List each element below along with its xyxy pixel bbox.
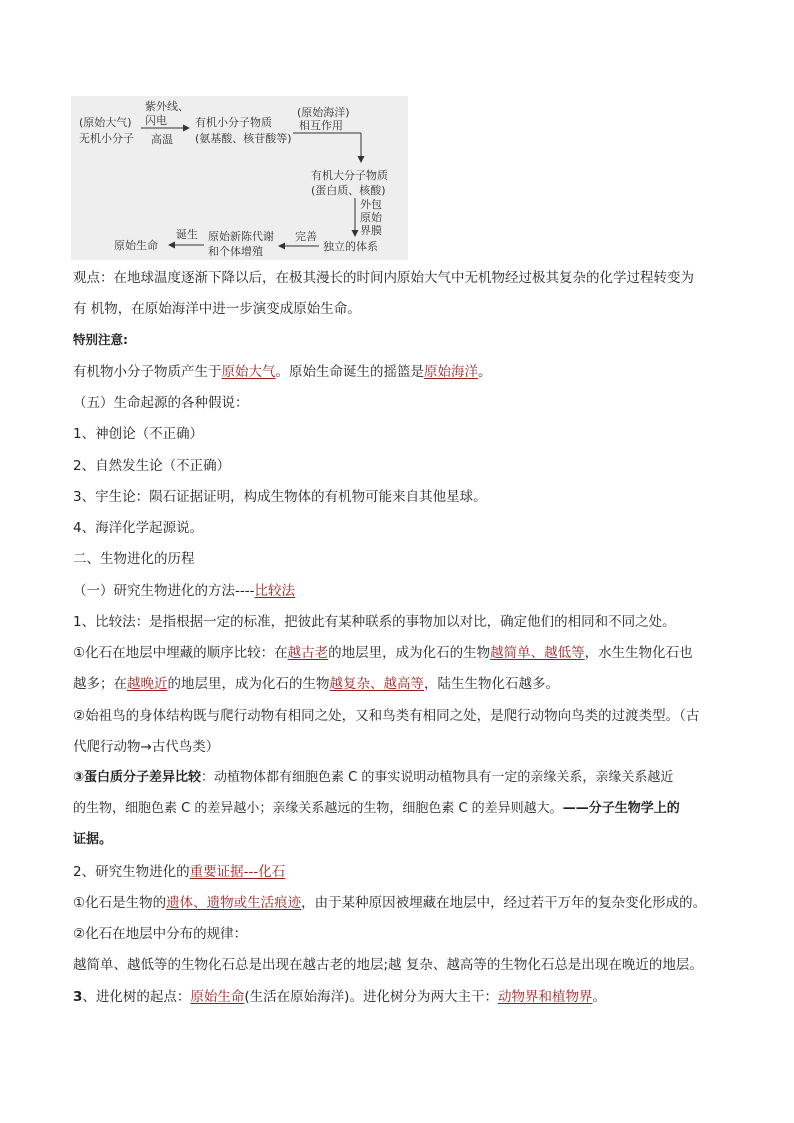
condition-wrap: 外包: [360, 198, 382, 211]
hypothesis-3: 3、宇生论：陨石证据证明，构成生物体的有机物可能来自其他星球。: [73, 489, 487, 505]
fossil-evidence-heading: [73, 862, 285, 882]
fossil-order-text-6: ，陆生生物化石越多。: [424, 676, 559, 692]
tree-text-1: 、进化树的起点：: [82, 989, 191, 1005]
origin-of-life-diagram: [71, 96, 408, 260]
condition-perfect: 完善: [295, 230, 317, 243]
fossil-order-text-3: ，水生生物化石也: [584, 645, 693, 661]
special-note-heading: 特别注意:: [73, 332, 128, 347]
highlight-kingdoms: 动物界和植物界: [497, 989, 593, 1005]
condition-lightning: 闪电: [145, 114, 167, 127]
hypothesis-1: 1、神创论（不正确）: [73, 426, 204, 442]
fossil-distribution-heading: ②化石在地层中分布的规律：: [73, 926, 248, 942]
highlight-fossil-evidence: 重要证据---化石: [189, 864, 286, 880]
fossil-order-text-5: 的地层里，成为化石的生物: [167, 676, 330, 692]
highlight-comparison-method: 比较法: [254, 583, 295, 599]
highlight-primitive-atmosphere: 原始大气: [221, 364, 276, 380]
item-number: 3: [73, 989, 83, 1005]
highlight-primitive-life: 原始生命: [190, 989, 245, 1005]
node-primitive-life: 原始生命: [114, 239, 158, 252]
protein-heading: ③蛋白质分子差异比较: [73, 770, 202, 785]
section-evolution-heading: 二、生物进化的历程: [73, 551, 195, 567]
node-organic-small-molecules: 有机小分子物质: [195, 116, 272, 129]
condition-interaction: 相互作用: [299, 119, 343, 132]
evolution-tree-line: [73, 987, 606, 1007]
highlight-older: 越古老: [287, 645, 329, 661]
node-reproduction: 和个体增殖: [208, 245, 263, 258]
fossil-order-text-1: ①化石在地层中埋藏的顺序比较：在: [73, 645, 288, 661]
condition-birth: 诞生: [176, 228, 198, 241]
fossil-definition: [73, 893, 706, 913]
condition-primitive: 原始: [360, 211, 382, 224]
highlight-simpler: 越简单、越低等: [490, 645, 585, 661]
note-text-3: 。: [478, 364, 492, 380]
node-primitive-atmosphere: (原始大气): [79, 116, 132, 129]
condition-heat: 高温: [151, 133, 173, 146]
node-metabolism: 原始新陈代谢: [208, 230, 274, 243]
method-heading: [73, 581, 295, 601]
condition-primitive-ocean: (原始海洋): [297, 106, 350, 119]
node-organic-macromolecules: 有机大分子物质: [311, 169, 388, 182]
archaeopteryx-line-2: 代爬行动物→古代鸟类）: [73, 739, 220, 755]
viewpoint-line-1: 观点：在地球温度逐渐下降以后，在极其漫长的时间内原始大气中无机物经过极其复杂的化学过程转变为: [73, 270, 694, 286]
protein-line-1: [73, 768, 673, 788]
hypothesis-2: 2、自然发生论（不正确）: [73, 458, 231, 474]
node-inorganic-small-molecules: 无机小分子: [79, 132, 134, 145]
node-independent-system: 独立的体系: [323, 240, 378, 253]
tree-text-3: 。: [592, 989, 606, 1005]
note-text-1: 有机物小分子物质产生于: [73, 364, 222, 380]
archaeopteryx-line-1: ②始祖鸟的身体结构既与爬行动物有相同之处，又和鸟类有相同之处，是爬行动物向鸟类的过渡类型。（古: [73, 708, 700, 724]
hypothesis-4: 4、海洋化学起源说。: [73, 520, 204, 536]
highlight-primitive-ocean: 原始海洋: [424, 364, 478, 380]
protein-line-2: [73, 799, 680, 819]
fossil-order-text-2: 的地层里，成为化石的生物: [328, 645, 491, 661]
protein-text-1: ：动植物体都有细胞色素 C 的事实说明动植物具有一定的亲缘关系，亲缘关系越近: [201, 770, 674, 785]
viewpoint-line-2: 有 机物，在原始海洋中进一步演变成原始生命。: [73, 301, 361, 317]
condition-membrane: 界膜: [360, 224, 382, 237]
molecular-biology-evidence: ——分子生物学上的: [562, 801, 680, 816]
fossil-evidence-text: 2、研究生物进化的: [73, 864, 190, 880]
highlight-complex: 越复杂、越高等: [329, 676, 424, 692]
fossil-def-text-2: ，由于某种原因被埋藏在地层中，经过若干万年的复杂变化形成的。: [301, 895, 707, 911]
fossil-order-line-1: [73, 643, 693, 663]
note-text-2: 。原始生命诞生的摇篮是: [275, 364, 424, 380]
node-amino-acids: (氨基酸、核苷酸等): [195, 132, 292, 145]
highlight-recent: 越晚近: [127, 676, 168, 692]
condition-uv: 紫外线、: [145, 100, 189, 113]
protein-text-2: 的生物，细胞色素 C 的差异越小；亲缘关系越远的生物，细胞色素 C 的差异则越大。: [73, 801, 563, 816]
fossil-order-line-2: [73, 674, 559, 694]
comparison-definition: 1、比较法：是指根据一定的标准，把彼此有某种联系的事物加以对比，确定他们的相同和不同之处。: [73, 614, 676, 630]
method-heading-text: （一）研究生物进化的方法----: [73, 583, 255, 599]
highlight-remains: 遗体、遗物或生活痕迹: [166, 895, 302, 911]
fossil-def-text-1: ①化石是生物的: [73, 895, 167, 911]
section-hypotheses-heading: （五）生命起源的各种假说：: [73, 395, 249, 411]
diagram-svg: [71, 96, 408, 260]
note-line: [73, 362, 492, 382]
fossil-distribution-rule: 越简单、越低等的生物化石总是出现在越古老的地层;越 复杂、越高等的生物化石总是出现在晚近的地层。: [73, 957, 703, 973]
node-protein-nucleic-acid: (蛋白质、核酸): [311, 184, 386, 197]
tree-text-2: (生活在原始海洋)。进化树分为两大主干：: [244, 989, 498, 1005]
fossil-order-text-4: 越多；在: [73, 676, 127, 692]
protein-line-3: 证据。: [73, 832, 113, 847]
